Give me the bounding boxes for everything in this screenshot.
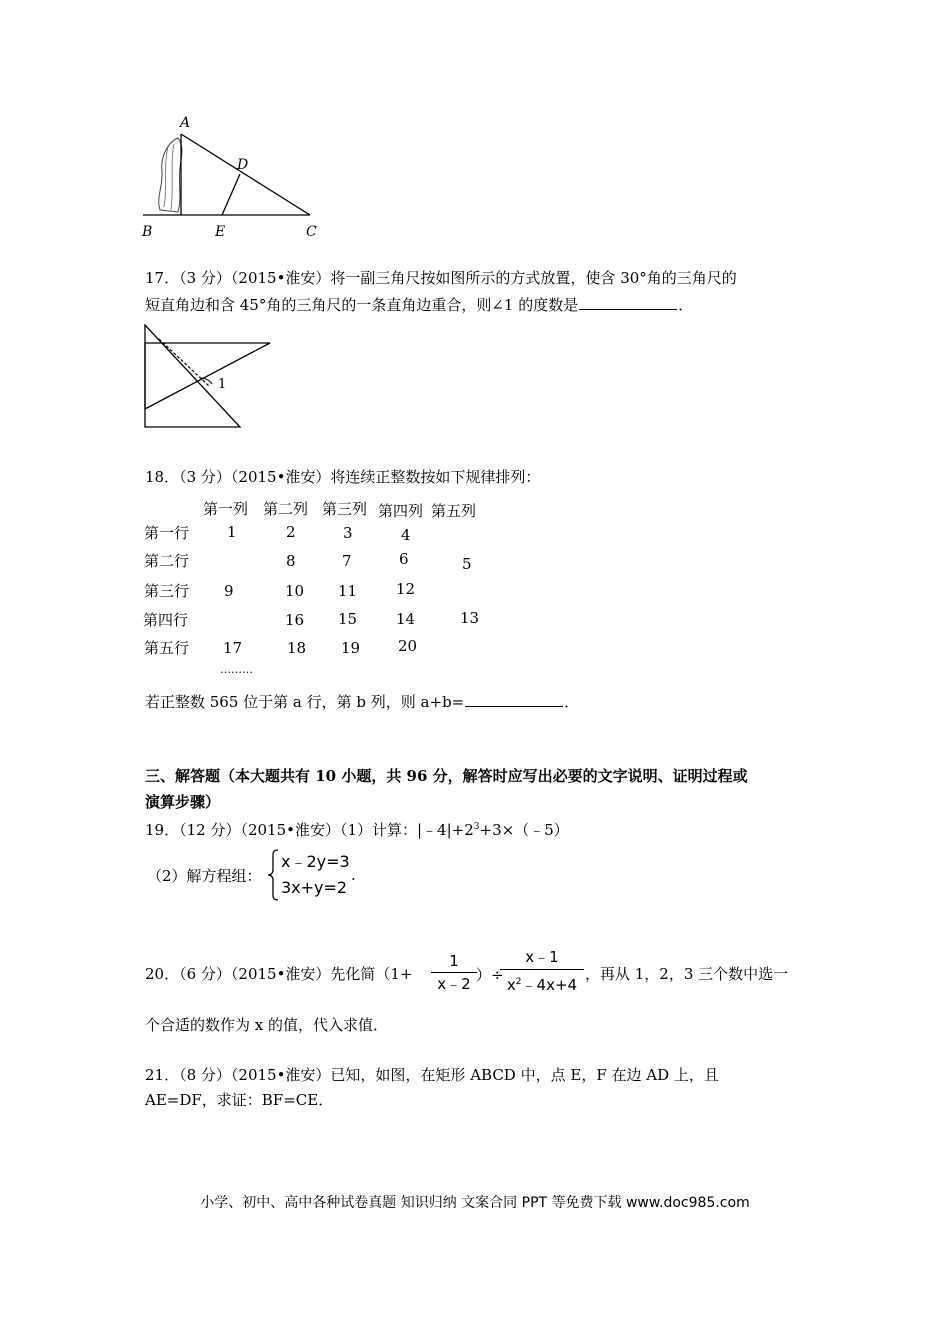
triangle-30 (145, 343, 270, 409)
row-header-1: 第一行 (144, 524, 190, 542)
cell-r5c3: 19 (341, 639, 361, 657)
col-header-3: 第三列 (322, 500, 368, 518)
fraction-1-denominator: x﹣2 (437, 975, 471, 993)
row-header-5: 第五行 (144, 639, 190, 657)
segment-de (222, 174, 240, 215)
figure-set-squares (140, 320, 280, 432)
triangle-45 (145, 325, 240, 427)
answer-blank-18[interactable] (465, 692, 563, 707)
fraction-2-numerator: x﹣1 (525, 948, 559, 966)
label-c: C (306, 224, 317, 240)
page-footer: 小学、初中、高中各种试卷真题 知识归纳 文案合同 PPT 等免费下载 www.doc985.com (200, 1195, 750, 1211)
cell-r3c2: 10 (285, 582, 305, 600)
cell-r4c3: 15 (338, 610, 358, 628)
q18-question-text: 若正整数 565 位于第 a 行，第 b 列，则 a+b= (145, 693, 465, 711)
label-b: B (142, 224, 153, 240)
col-header-1: 第一列 (203, 500, 249, 518)
cell-r4c4: 14 (396, 610, 416, 628)
figure-triangle-abc (138, 112, 328, 242)
q20-line2: 个合适的数作为 x 的值，代入求值． (145, 1016, 388, 1034)
cell-r3c1: 9 (224, 582, 234, 600)
q21-line2: AE=DF，求证：BF=CE． (145, 1091, 334, 1109)
cell-r1c1: 1 (227, 523, 237, 541)
cell-r1c4: 4 (401, 526, 411, 544)
q19-part1-rest: +3×（﹣5） (479, 821, 569, 839)
person-sketch (159, 138, 182, 212)
fraction-1-numerator: 1 (449, 952, 459, 970)
cell-r3c4: 12 (396, 580, 416, 598)
equation-system-brace (266, 848, 280, 902)
q18-question (145, 692, 579, 712)
fraction-1 (431, 952, 477, 993)
fraction-2-denominator: $x^2﹣4x+4$ (506, 976, 578, 994)
cell-r2c3: 7 (342, 552, 352, 570)
col-header-4: 第四列 (378, 502, 424, 520)
row-header-4: 第四行 (143, 611, 189, 629)
q19-part2-label: （2）解方程组： (147, 867, 262, 885)
label-e: E (215, 224, 226, 240)
answer-blank-17[interactable] (579, 295, 677, 310)
cell-r5c1: 17 (223, 639, 243, 657)
q19-part1-text: 19．（12 分）（2015•淮安）（1）计算：|﹣4|+2 (145, 821, 474, 839)
q19-exponent: 3 (473, 822, 480, 832)
fraction-2 (500, 947, 584, 995)
q19-part1 (145, 817, 569, 840)
q18-line1: 18．（3 分）（2015•淮安）将连续正整数按如下规律排列： (145, 468, 541, 486)
q18-question-end: ． (564, 693, 580, 711)
q20-pre: 20．（6 分）（2015•淮安）先化简（1+ (145, 965, 413, 983)
q17-line1: 17．（3 分）（2015•淮安）将一副三角尺按如图所示的方式放置，使含 30°角的三角尺的 (145, 269, 737, 287)
cell-r3c3: 11 (338, 582, 358, 600)
label-a: A (180, 115, 191, 131)
angle-1-label: 1 (218, 377, 227, 392)
cell-r5c2: 18 (287, 639, 307, 657)
section3-heading-line2: 演算步骤） (145, 793, 221, 811)
q20-mid: ）÷ (476, 966, 504, 984)
cell-r4c5: 13 (460, 609, 480, 627)
q17-line2-text: 短直角边和含 45°角的三角尺的一条直角边重合，则∠1 的度数是 (145, 296, 579, 314)
cell-r4c2: 16 (285, 611, 305, 629)
equation-1: x﹣2y=3 (281, 852, 350, 871)
table-ellipsis: ……… (220, 663, 253, 676)
cell-r2c2: 8 (286, 552, 296, 570)
segment-ac (181, 134, 310, 215)
q20-post: ，再从 1，2，3 三个数中选一 (585, 965, 789, 983)
q19-end: . (351, 866, 356, 884)
section3-heading-line1: 三、解答题（本大题共有 10 小题，共 96 分，解答时应写出必要的文字说明、证明过程或 (145, 767, 748, 785)
col-header-5: 第五列 (431, 502, 477, 520)
cell-r5c4: 20 (398, 637, 418, 655)
row-header-2: 第二行 (144, 552, 190, 570)
q17-line2-end: ． (678, 296, 694, 314)
q17-line2 (145, 295, 693, 315)
hidden-edge (159, 339, 210, 387)
equation-2: 3x+y=2 (281, 878, 348, 897)
row-header-3: 第三行 (144, 582, 190, 600)
cell-r1c2: 2 (286, 523, 296, 541)
q21-line1: 21．（8 分）（2015•淮安）已知，如图，在矩形 ABCD 中，点 E，F 在边 AD 上，且 (145, 1066, 719, 1084)
label-d: D (237, 157, 249, 173)
col-header-2: 第二列 (263, 500, 309, 518)
cell-r2c5: 5 (462, 555, 472, 573)
cell-r2c4: 6 (399, 550, 409, 568)
cell-r1c3: 3 (343, 524, 353, 542)
